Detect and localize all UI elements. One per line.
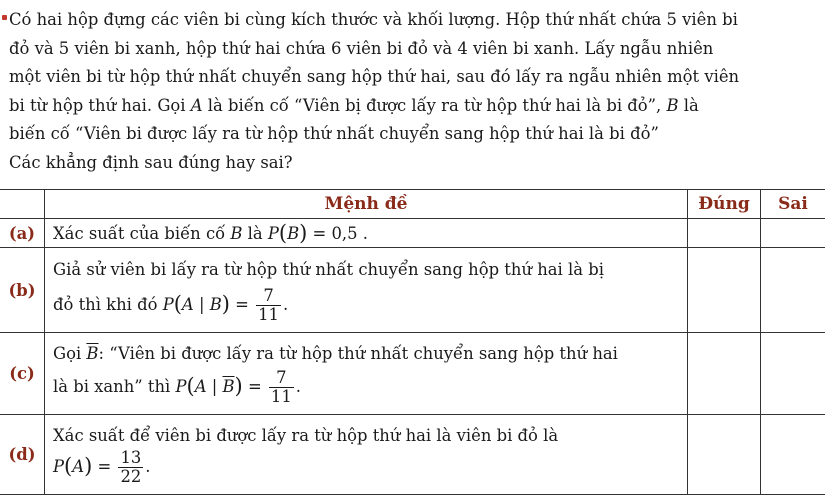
event-a-symbol: A [190,95,203,115]
statement-text: là bi xanh” thì [53,377,176,396]
statement-text: là [242,223,268,243]
fraction-numerator: 7 [269,369,294,388]
header-statement: Mệnh đề [45,190,688,219]
math-p: P [175,377,187,396]
header-true: Đúng [688,190,761,219]
intro-line-5: biến cố “Viên bi được lấy ra từ hộp thứ nhất chuyển sang hộp thứ hai là bi đỏ” [9,124,659,143]
row-label: (c) [0,333,45,415]
fraction [256,287,281,324]
intro-line-2: đỏ và 5 viên bi xanh, hộp thứ hai chứa 6 viên bi đỏ và 4 viên bi xanh. Lấy ngẫu nhiên [9,38,714,58]
table-row [0,333,825,415]
statement-line [53,220,687,247]
intro-line-3: một viên bi từ hộp thứ nhất chuyển sang hộp thứ hai, sau đó lấy ra ngẫu nhiên một viên [9,67,740,86]
math-p: P [267,223,279,243]
statement-line: Giả sử viên bi lấy ra từ hộp thứ nhất chuyển sang hộp thứ hai là bị [53,259,604,279]
statement-text: Xác suất của biến cố [53,223,231,243]
statement-text: : “Viên bi được lấy ra từ hộp thứ nhất chuyển sang hộp thứ hai [98,344,618,363]
false-answer-cell[interactable] [761,248,825,333]
math-arg: A | B [181,294,222,314]
event-b-symbol: B [666,95,679,115]
statement-line [53,369,687,406]
statement-cell [45,333,688,415]
complement-b-symbol: $\overline{B}$ [222,377,235,396]
bullet-marker [2,15,7,20]
statement-line: Xác suất để viên bi được lấy ra từ hộp thứ hai là viên bi đỏ là [53,426,559,445]
intro-line-4-c: là [678,95,699,115]
row-label: (b) [0,248,45,333]
fraction-numerator: 13 [120,448,142,467]
statements-table [0,189,825,495]
math-arg: A [72,457,85,476]
statement-cell [45,219,688,248]
header-label-cell [0,190,45,219]
statement-line [53,287,687,324]
true-answer-cell[interactable] [688,333,761,415]
intro-line-1: Có hai hộp đựng các viên bi cùng kích thước và khối lượng. Hộp thứ nhất chứa 5 viên bi [9,10,738,29]
table-row [0,219,825,248]
statement-cell [45,415,688,495]
complement-b-symbol: $\overline{B}$ [86,344,99,363]
row-label: (a) [0,219,45,248]
true-answer-cell[interactable] [688,415,761,495]
intro-line-4-b: là biến cố “Viên bị được lấy ra từ hộp thứ hai là bi đỏ”, [202,95,667,115]
false-answer-cell[interactable] [761,333,825,415]
table-header-row [0,190,825,219]
fraction-denominator: 11 [258,304,279,324]
math-rhs: = 0,5 . [307,223,368,243]
math-p: P [162,294,174,314]
fraction-denominator: 22 [120,467,142,486]
true-answer-cell[interactable] [688,219,761,248]
intro-line-4-a: bi từ hộp thứ hai. Gọi [9,95,191,115]
intro-line-6: Các khẳng định sau đúng hay sai? [9,152,293,172]
false-answer-cell[interactable] [761,415,825,495]
header-false: Sai [761,190,825,219]
false-answer-cell[interactable] [761,219,825,248]
math-p: P [53,457,65,476]
problem-statement [9,6,821,177]
fraction-denominator: 11 [270,387,292,406]
probability-expression: P(A | $\overline{B}$) = $\frac{7}{11}$ . [175,368,301,406]
intro-line-4 [9,92,821,121]
statement-cell [45,248,688,333]
statement-line [53,341,687,367]
probability-expression: P(A | B) = $\frac{7}{11}$ . [162,285,289,324]
true-answer-cell[interactable] [688,248,761,333]
probability-expression: P(B) = 0,5 . [267,220,368,245]
math-tail: . [145,457,151,476]
row-label: (d) [0,415,45,495]
statement-line [53,449,687,486]
math-arg: B [287,223,300,243]
fraction [269,369,294,406]
table-row [0,248,825,333]
math-tail: . [295,377,301,396]
statement-text: Gọi [53,344,87,363]
math-tail: . [282,294,289,314]
math-arg: A | [194,377,223,396]
probability-expression: P(A) = $\frac{13}{22}$ . [53,448,151,486]
fraction-numerator: 7 [256,287,281,306]
event-b-symbol: B [230,223,243,243]
fraction [118,449,143,486]
table-row [0,415,825,495]
statement-text: đỏ thì khi đó [53,294,163,314]
